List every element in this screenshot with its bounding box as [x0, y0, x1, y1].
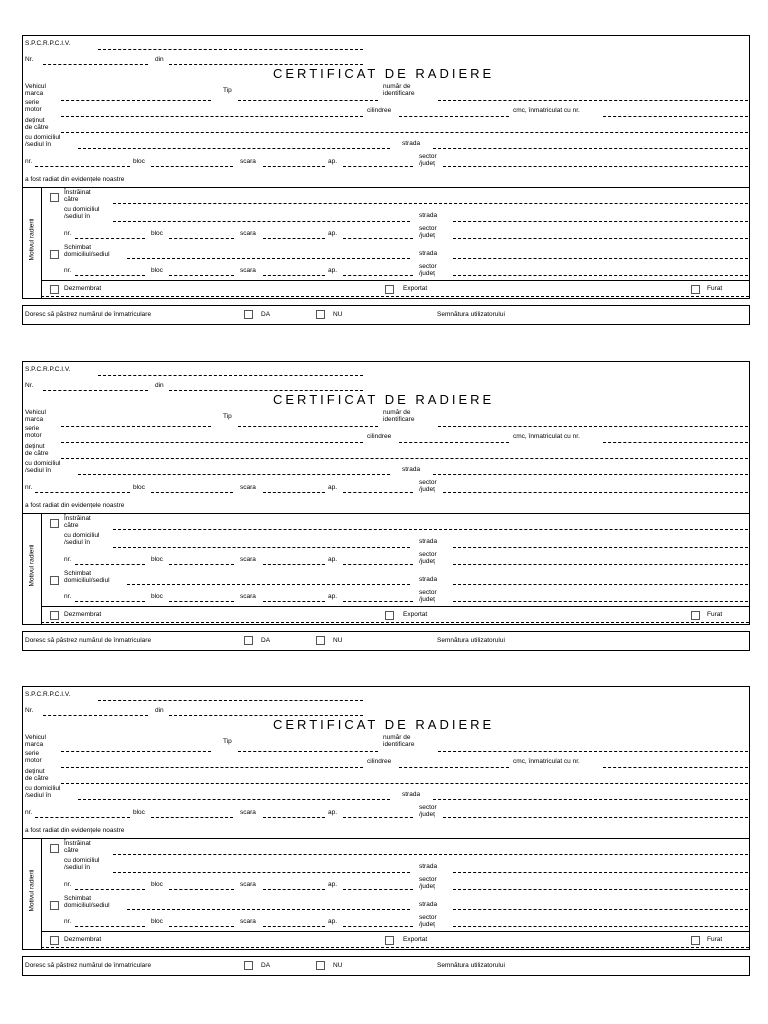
- registration-field[interactable]: [603, 116, 748, 117]
- yes-label: DA: [261, 962, 271, 969]
- dismantled-label: Dezmembrat: [64, 285, 102, 292]
- changed-nr-label: nr.: [64, 267, 72, 274]
- deregistered-label: a fost radiat din evidențele noastre: [25, 827, 125, 834]
- changed-sector-label: sector: [419, 914, 437, 921]
- owned-label: deținut: [25, 117, 45, 124]
- alienated-nr-field[interactable]: [75, 564, 145, 565]
- changed-county-label: /județ: [419, 270, 435, 277]
- changed-street-field[interactable]: [453, 909, 748, 910]
- keep-number-section: [22, 631, 750, 651]
- stolen-label: Furat: [707, 285, 723, 292]
- residence-label: /sediul în: [25, 792, 52, 799]
- number-field[interactable]: [43, 715, 148, 716]
- displacement-label: cilindree: [367, 107, 392, 114]
- dismantled-checkbox[interactable]: [50, 611, 59, 620]
- alienated-apartment-field[interactable]: [343, 889, 413, 890]
- certificate-form: [22, 686, 750, 950]
- residence-field[interactable]: [78, 148, 390, 149]
- residence-field[interactable]: [78, 474, 390, 475]
- alienated-to-field[interactable]: [113, 854, 748, 855]
- changed-label: Schimbat: [64, 895, 92, 902]
- street-field[interactable]: [433, 148, 748, 149]
- reason-section: [23, 838, 749, 950]
- alienated-block-label: bloc: [151, 881, 163, 888]
- bottom-dashed-line: [41, 947, 749, 948]
- brand-label: marca: [25, 90, 44, 97]
- alienated-label: Înstrăinat: [64, 515, 91, 522]
- changed-checkbox[interactable]: [50, 250, 59, 259]
- keep-number-label: Doresc să păstrez numărul de înmatriculare: [25, 637, 152, 644]
- block-field[interactable]: [151, 166, 233, 167]
- identification-field[interactable]: [438, 426, 748, 427]
- exported-label: Exportat: [403, 611, 428, 618]
- type-field[interactable]: [238, 751, 378, 752]
- no-label: NU: [333, 962, 343, 969]
- block-field[interactable]: [151, 817, 233, 818]
- changed-stair-field[interactable]: [263, 926, 325, 927]
- page-title: CERTIFICAT DE RADIERE: [273, 392, 495, 407]
- authority-field[interactable]: [98, 49, 363, 50]
- exported-checkbox[interactable]: [385, 285, 394, 294]
- authority-label: S.P.C.R.P.C.I.V.: [25, 366, 71, 373]
- reason-column: [23, 839, 42, 950]
- alienated-nr-label: nr.: [64, 881, 72, 888]
- changed-nr-field[interactable]: [75, 926, 145, 927]
- changed-apartment-label: ap.: [328, 267, 338, 274]
- domicile-residence-label: domiciliul/sediul: [64, 577, 110, 584]
- owner-field[interactable]: [61, 132, 748, 133]
- no-checkbox[interactable]: [316, 961, 325, 970]
- sector-label: sector: [419, 804, 437, 811]
- brand-field[interactable]: [61, 426, 211, 427]
- alienated-stair-label: scara: [240, 230, 256, 237]
- authority-label: S.P.C.R.P.C.I.V.: [25, 40, 71, 47]
- dismantled-checkbox[interactable]: [50, 936, 59, 945]
- signature-label: Semnătura utilizatorului: [437, 962, 505, 969]
- signature-field[interactable]: [523, 969, 723, 970]
- series-label: serie: [25, 425, 40, 432]
- alienated-nr-field[interactable]: [75, 238, 145, 239]
- date-label: din: [155, 56, 164, 63]
- alienated-stair-field[interactable]: [263, 889, 325, 890]
- changed-apartment-field[interactable]: [343, 601, 413, 602]
- motor-label: motor: [25, 432, 42, 439]
- engine-series-field[interactable]: [61, 116, 363, 117]
- identification-field[interactable]: [438, 100, 748, 101]
- signature-label: Semnătura utilizatorului: [437, 311, 505, 318]
- id-number-label: număr de: [383, 409, 411, 416]
- changed-stair-label: scara: [240, 593, 256, 600]
- certificate-form: [22, 361, 750, 625]
- alienated-domicile-label: cu domiciliul: [64, 857, 100, 864]
- number-label: Nr.: [25, 382, 34, 389]
- by-label: de către: [25, 775, 49, 782]
- apartment-label: ap.: [328, 484, 338, 491]
- nr-label: nr.: [25, 158, 33, 165]
- alienated-block-label: bloc: [151, 230, 163, 237]
- apartment-field[interactable]: [343, 166, 413, 167]
- alienated-stair-field[interactable]: [263, 238, 325, 239]
- alienated-label: Înstrăinat: [64, 189, 91, 196]
- alienated-apartment-field[interactable]: [343, 238, 413, 239]
- reason-section: [23, 187, 749, 299]
- alienated-stair-field[interactable]: [263, 564, 325, 565]
- type-field[interactable]: [238, 100, 378, 101]
- sector-label: sector: [419, 479, 437, 486]
- nr-label: nr.: [25, 484, 33, 491]
- brand-field[interactable]: [61, 751, 211, 752]
- changed-street-field[interactable]: [453, 584, 748, 585]
- changed-label: Schimbat: [64, 570, 92, 577]
- alienated-residence-field[interactable]: [113, 221, 410, 222]
- changed-sector-label: sector: [419, 589, 437, 596]
- to-label: către: [64, 522, 79, 529]
- changed-street-field[interactable]: [453, 258, 748, 259]
- number-field[interactable]: [43, 64, 148, 65]
- yes-label: DA: [261, 637, 271, 644]
- alienated-residence-field[interactable]: [113, 872, 410, 873]
- reason-label: Motivul radierii: [28, 218, 36, 261]
- signature-field[interactable]: [523, 318, 723, 319]
- alienated-apartment-label: ap.: [328, 556, 338, 563]
- changed-sector-field[interactable]: [453, 601, 748, 602]
- identification-label: identificare: [383, 90, 415, 97]
- dismantled-label: Dezmembrat: [64, 611, 102, 618]
- changed-nr-label: nr.: [64, 918, 72, 925]
- domicile-label: cu domiciliul: [25, 785, 61, 792]
- alienated-stair-label: scara: [240, 881, 256, 888]
- stolen-checkbox[interactable]: [691, 285, 700, 294]
- by-label: de către: [25, 124, 49, 131]
- bottom-dashed-line: [41, 296, 749, 297]
- alienated-apartment-label: ap.: [328, 230, 338, 237]
- changed-apartment-label: ap.: [328, 593, 338, 600]
- residence-field[interactable]: [78, 799, 390, 800]
- number-label: Nr.: [25, 707, 34, 714]
- engine-series-field[interactable]: [61, 767, 363, 768]
- alienated-block-field[interactable]: [169, 238, 234, 239]
- alienated-sector-label: sector: [419, 225, 437, 232]
- residence-label: /sediul în: [25, 141, 52, 148]
- displacement-field[interactable]: [399, 767, 509, 768]
- displacement-field[interactable]: [399, 116, 509, 117]
- stair-field[interactable]: [263, 166, 325, 167]
- exported-checkbox[interactable]: [385, 936, 394, 945]
- reason-divider: [41, 280, 749, 281]
- changed-stair-field[interactable]: [263, 601, 325, 602]
- alienated-block-field[interactable]: [169, 889, 234, 890]
- motor-label: motor: [25, 106, 42, 113]
- domicile-residence-label: domiciliul/sediul: [64, 902, 110, 909]
- stair-field[interactable]: [263, 492, 325, 493]
- block-label: bloc: [133, 158, 145, 165]
- changed-apartment-label: ap.: [328, 918, 338, 925]
- motor-label: motor: [25, 757, 42, 764]
- owned-label: deținut: [25, 443, 45, 450]
- nr-field[interactable]: [35, 166, 130, 167]
- alienated-residence-label: /sediul în: [64, 213, 91, 220]
- registration-label: cmc, înmatriculat cu nr.: [513, 433, 580, 440]
- changed-stair-label: scara: [240, 918, 256, 925]
- keep-number-section: [22, 956, 750, 976]
- changed-nr-field[interactable]: [75, 601, 145, 602]
- identification-label: identificare: [383, 416, 415, 423]
- deregistered-label: a fost radiat din evidențele noastre: [25, 502, 125, 509]
- alienated-county-label: /județ: [419, 232, 435, 239]
- alienated-residence-field[interactable]: [113, 547, 410, 548]
- changed-residence-field[interactable]: [127, 258, 410, 259]
- stair-field[interactable]: [263, 817, 325, 818]
- yes-checkbox[interactable]: [244, 636, 253, 645]
- certificate-form: [22, 35, 750, 299]
- reason-section: [23, 513, 749, 625]
- keep-number-label: Doresc să păstrez numărul de înmatriculare: [25, 962, 152, 969]
- block-label: bloc: [133, 809, 145, 816]
- no-checkbox[interactable]: [316, 310, 325, 319]
- changed-block-label: bloc: [151, 267, 163, 274]
- apartment-label: ap.: [328, 158, 338, 165]
- street-field[interactable]: [433, 474, 748, 475]
- dismantled-label: Dezmembrat: [64, 936, 102, 943]
- stolen-checkbox[interactable]: [691, 611, 700, 620]
- dismantled-checkbox[interactable]: [50, 285, 59, 294]
- changed-residence-field[interactable]: [127, 584, 410, 585]
- stair-label: scara: [240, 158, 256, 165]
- date-label: din: [155, 707, 164, 714]
- reason-label: Motivul radierii: [28, 869, 36, 912]
- sector-label: sector: [419, 153, 437, 160]
- nr-field[interactable]: [35, 492, 130, 493]
- changed-county-label: /județ: [419, 921, 435, 928]
- deregistered-label: a fost radiat din evidențele noastre: [25, 176, 125, 183]
- id-number-label: număr de: [383, 734, 411, 741]
- exported-label: Exportat: [403, 936, 428, 943]
- id-number-label: număr de: [383, 83, 411, 90]
- changed-block-field[interactable]: [169, 601, 234, 602]
- changed-stair-label: scara: [240, 267, 256, 274]
- type-label: Tip: [223, 738, 232, 745]
- brand-field[interactable]: [61, 100, 211, 101]
- page-title: CERTIFICAT DE RADIERE: [273, 717, 495, 732]
- residence-label: /sediul în: [25, 467, 52, 474]
- alienated-sector-label: sector: [419, 551, 437, 558]
- yes-checkbox[interactable]: [244, 310, 253, 319]
- date-field[interactable]: [169, 64, 363, 65]
- reason-column: [23, 188, 42, 299]
- date-field[interactable]: [169, 715, 363, 716]
- alienated-nr-label: nr.: [64, 556, 72, 563]
- street-label: strada: [402, 140, 421, 147]
- number-field[interactable]: [43, 390, 148, 391]
- by-label: de către: [25, 450, 49, 457]
- changed-street-label: strada: [419, 576, 438, 583]
- alienated-label: Înstrăinat: [64, 840, 91, 847]
- sector-field[interactable]: [443, 166, 748, 167]
- changed-label: Schimbat: [64, 244, 92, 251]
- yes-label: DA: [261, 311, 271, 318]
- vehicle-label: Vehicul: [25, 83, 46, 90]
- street-label: strada: [402, 791, 421, 798]
- changed-sector-field[interactable]: [453, 926, 748, 927]
- street-label: strada: [402, 466, 421, 473]
- exported-label: Exportat: [403, 285, 428, 292]
- owner-field[interactable]: [61, 458, 748, 459]
- alienated-residence-label: /sediul în: [64, 864, 91, 871]
- number-label: Nr.: [25, 56, 34, 63]
- alienated-sector-field[interactable]: [453, 564, 748, 565]
- reason-divider: [41, 606, 749, 607]
- authority-field[interactable]: [98, 375, 363, 376]
- vehicle-label: Vehicul: [25, 734, 46, 741]
- alienated-sector-field[interactable]: [453, 889, 748, 890]
- registration-field[interactable]: [603, 767, 748, 768]
- reason-divider: [41, 931, 749, 932]
- alienated-street-field[interactable]: [453, 547, 748, 548]
- stolen-label: Furat: [707, 936, 723, 943]
- alienated-checkbox[interactable]: [50, 193, 59, 202]
- alienated-domicile-label: cu domiciliul: [64, 532, 100, 539]
- county-label: /județ: [419, 160, 435, 167]
- identification-field[interactable]: [438, 751, 748, 752]
- alienated-street-label: strada: [419, 863, 438, 870]
- no-checkbox[interactable]: [316, 636, 325, 645]
- page-title: CERTIFICAT DE RADIERE: [273, 66, 495, 81]
- displacement-field[interactable]: [399, 442, 509, 443]
- engine-series-field[interactable]: [61, 442, 363, 443]
- nr-label: nr.: [25, 809, 33, 816]
- street-field[interactable]: [433, 799, 748, 800]
- bottom-dashed-line: [41, 622, 749, 623]
- alienated-nr-label: nr.: [64, 230, 72, 237]
- alienated-to-field[interactable]: [113, 203, 748, 204]
- exported-checkbox[interactable]: [385, 611, 394, 620]
- changed-nr-label: nr.: [64, 593, 72, 600]
- authority-label: S.P.C.R.P.C.I.V.: [25, 691, 71, 698]
- registration-label: cmc, înmatriculat cu nr.: [513, 758, 580, 765]
- block-field[interactable]: [151, 492, 233, 493]
- alienated-block-field[interactable]: [169, 564, 234, 565]
- owner-field[interactable]: [61, 783, 748, 784]
- no-label: NU: [333, 637, 343, 644]
- changed-sector-field[interactable]: [453, 275, 748, 276]
- changed-apartment-field[interactable]: [343, 926, 413, 927]
- alienated-apartment-label: ap.: [328, 881, 338, 888]
- authority-field[interactable]: [98, 700, 363, 701]
- signature-label: Semnătura utilizatorului: [437, 637, 505, 644]
- no-label: NU: [333, 311, 343, 318]
- alienated-street-field[interactable]: [453, 872, 748, 873]
- reason-label: Motivul radierii: [28, 544, 36, 587]
- changed-block-field[interactable]: [169, 275, 234, 276]
- owned-label: deținut: [25, 768, 45, 775]
- registration-field[interactable]: [603, 442, 748, 443]
- apartment-field[interactable]: [343, 492, 413, 493]
- sector-field[interactable]: [443, 492, 748, 493]
- block-label: bloc: [133, 484, 145, 491]
- changed-stair-field[interactable]: [263, 275, 325, 276]
- alienated-block-label: bloc: [151, 556, 163, 563]
- alienated-county-label: /județ: [419, 558, 435, 565]
- displacement-label: cilindree: [367, 758, 392, 765]
- stolen-checkbox[interactable]: [691, 936, 700, 945]
- alienated-domicile-label: cu domiciliul: [64, 206, 100, 213]
- vehicle-label: Vehicul: [25, 409, 46, 416]
- alienated-street-label: strada: [419, 538, 438, 545]
- identification-label: identificare: [383, 741, 415, 748]
- alienated-residence-label: /sediul în: [64, 539, 91, 546]
- alienated-street-label: strada: [419, 212, 438, 219]
- reason-column: [23, 514, 42, 625]
- changed-county-label: /județ: [419, 596, 435, 603]
- stair-label: scara: [240, 484, 256, 491]
- type-label: Tip: [223, 413, 232, 420]
- alienated-checkbox[interactable]: [50, 519, 59, 528]
- changed-checkbox[interactable]: [50, 901, 59, 910]
- series-label: serie: [25, 99, 40, 106]
- keep-number-label: Doresc să păstrez numărul de înmatriculare: [25, 311, 152, 318]
- changed-street-label: strada: [419, 250, 438, 257]
- apartment-label: ap.: [328, 809, 338, 816]
- signature-field[interactable]: [523, 644, 723, 645]
- alienated-street-field[interactable]: [453, 221, 748, 222]
- to-label: către: [64, 847, 79, 854]
- nr-field[interactable]: [35, 817, 130, 818]
- county-label: /județ: [419, 811, 435, 818]
- alienated-apartment-field[interactable]: [343, 564, 413, 565]
- series-label: serie: [25, 750, 40, 757]
- alienated-sector-field[interactable]: [453, 238, 748, 239]
- domicile-label: cu domiciliul: [25, 134, 61, 141]
- county-label: /județ: [419, 486, 435, 493]
- type-field[interactable]: [238, 426, 378, 427]
- domicile-residence-label: domiciliul/sediul: [64, 251, 110, 258]
- brand-label: marca: [25, 741, 44, 748]
- alienated-nr-field[interactable]: [75, 889, 145, 890]
- displacement-label: cilindree: [367, 433, 392, 440]
- stair-label: scara: [240, 809, 256, 816]
- changed-sector-label: sector: [419, 263, 437, 270]
- date-field[interactable]: [169, 390, 363, 391]
- changed-block-field[interactable]: [169, 926, 234, 927]
- alienated-stair-label: scara: [240, 556, 256, 563]
- to-label: către: [64, 196, 79, 203]
- changed-street-label: strada: [419, 901, 438, 908]
- alienated-county-label: /județ: [419, 883, 435, 890]
- alienated-to-field[interactable]: [113, 529, 748, 530]
- type-label: Tip: [223, 87, 232, 94]
- apartment-field[interactable]: [343, 817, 413, 818]
- changed-block-label: bloc: [151, 918, 163, 925]
- changed-checkbox[interactable]: [50, 576, 59, 585]
- domicile-label: cu domiciliul: [25, 460, 61, 467]
- brand-label: marca: [25, 416, 44, 423]
- stolen-label: Furat: [707, 611, 723, 618]
- changed-residence-field[interactable]: [127, 909, 410, 910]
- changed-apartment-field[interactable]: [343, 275, 413, 276]
- date-label: din: [155, 382, 164, 389]
- alienated-checkbox[interactable]: [50, 844, 59, 853]
- yes-checkbox[interactable]: [244, 961, 253, 970]
- sector-field[interactable]: [443, 817, 748, 818]
- alienated-sector-label: sector: [419, 876, 437, 883]
- registration-label: cmc, înmatriculat cu nr.: [513, 107, 580, 114]
- changed-block-label: bloc: [151, 593, 163, 600]
- keep-number-section: [22, 305, 750, 325]
- changed-nr-field[interactable]: [75, 275, 145, 276]
